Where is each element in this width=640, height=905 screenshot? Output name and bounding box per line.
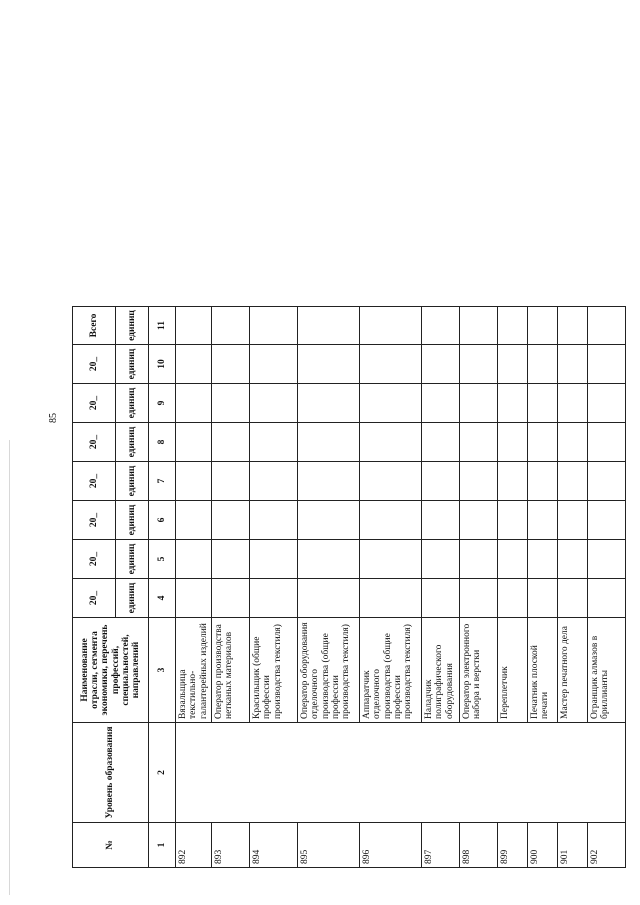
value-cell [250,345,298,384]
value-cell [588,307,626,345]
value-cell [360,345,422,384]
value-cell [528,345,558,384]
column-number: 4 [149,579,176,618]
value-cell [422,501,460,540]
value-cell [498,345,528,384]
value-cell [298,462,360,501]
row-number: 895 [298,823,360,868]
value-cell [528,307,558,345]
row-number: 901 [558,823,588,868]
value-cell [360,384,422,423]
profession-name: Мастер печатного дела [558,618,588,723]
row-number: 893 [212,823,250,868]
row-number: 900 [528,823,558,868]
value-cell [298,345,360,384]
header-no: № [73,823,149,868]
value-cell [460,423,498,462]
header-year: 20_ [73,423,116,462]
professions-table [72,0,626,868]
value-cell [212,423,250,462]
value-cell [558,462,588,501]
value-cell [460,501,498,540]
value-cell [558,307,588,345]
row-number: 897 [422,823,460,868]
value-cell [558,540,588,579]
header-unit: единиц [116,540,149,579]
value-cell [212,384,250,423]
value-cell [422,384,460,423]
scan-edge-line [9,440,10,895]
value-cell [212,462,250,501]
value-cell [360,462,422,501]
column-number: 7 [149,462,176,501]
value-cell [176,384,212,423]
page-number: 85 [48,413,59,423]
profession-name: Вязальщица текстильно-галантерейных изделий [176,618,212,723]
value-cell [422,307,460,345]
value-cell [212,307,250,345]
column-number: 5 [149,540,176,579]
value-cell [212,345,250,384]
value-cell [250,579,298,618]
header-unit: единиц [116,423,149,462]
header-year: 20_ [73,345,116,384]
value-cell [250,501,298,540]
column-number: 8 [149,423,176,462]
header-year: 20_ [73,384,116,423]
column-number: 10 [149,345,176,384]
row-number: 899 [498,823,528,868]
value-cell [250,540,298,579]
value-cell [558,384,588,423]
value-cell [558,501,588,540]
table-body [176,0,626,868]
header-unit: единиц [116,384,149,423]
column-number: 6 [149,501,176,540]
value-cell [212,501,250,540]
profession-name: Красильщик (общие профессии производства текстиля) [250,618,298,723]
header-unit: единиц [116,345,149,384]
value-cell [422,423,460,462]
profession-name: Оператор электронного набора и верстки [460,618,498,723]
header-total: Всего [73,307,116,345]
value-cell [498,501,528,540]
row-number: 896 [360,823,422,868]
value-cell [176,540,212,579]
value-cell [528,579,558,618]
header-unit: единиц [116,307,149,345]
profession-name: Аппаратчик отделочного производства (общие профессии производства текстиля) [360,618,422,723]
value-cell [588,501,626,540]
profession-name: Огранщик алмазов в бриллианты [588,618,626,723]
row-number: 902 [588,823,626,868]
value-cell [528,423,558,462]
value-cell [460,462,498,501]
value-cell [588,423,626,462]
rotated-table-wrapper [72,43,620,868]
profession-name: Наладчик полиграфического оборудования [422,618,460,723]
header-level: Уровень образования [73,723,149,823]
header-unit: единиц [116,579,149,618]
value-cell [422,345,460,384]
level-cell [176,723,626,823]
header-name: Наименование отрасли, сегмента экономики, перечень профессий, специальностей, направлений [73,618,149,723]
value-cell [422,540,460,579]
header-year: 20_ [73,501,116,540]
value-cell [360,579,422,618]
row-number: 892 [176,823,212,868]
value-cell [250,307,298,345]
row-number: 898 [460,823,498,868]
value-cell [558,345,588,384]
table-row [176,0,212,868]
value-cell [498,579,528,618]
value-cell [298,540,360,579]
value-cell [298,579,360,618]
value-cell [460,384,498,423]
header-unit: единиц [116,501,149,540]
value-cell [422,579,460,618]
value-cell [176,345,212,384]
header-year: 20_ [73,579,116,618]
column-number: 11 [149,307,176,345]
value-cell [360,423,422,462]
value-cell [498,384,528,423]
value-cell [460,540,498,579]
value-cell [212,540,250,579]
column-number: 1 [149,823,176,868]
value-cell [460,307,498,345]
value-cell [498,307,528,345]
value-cell [176,501,212,540]
value-cell [528,501,558,540]
profession-name: Переплетчик [498,618,528,723]
value-cell [528,462,558,501]
value-cell [298,307,360,345]
value-cell [250,384,298,423]
value-cell [528,540,558,579]
row-number: 894 [250,823,298,868]
value-cell [460,345,498,384]
value-cell [588,345,626,384]
header-year: 20_ [73,462,116,501]
value-cell [176,307,212,345]
value-cell [588,462,626,501]
value-cell [176,423,212,462]
profession-name: Оператор производства нетканых материалов [212,618,250,723]
profession-name: Печатник плоской печати [528,618,558,723]
value-cell [558,423,588,462]
header-year: 20_ [73,540,116,579]
value-cell [298,423,360,462]
column-number: 2 [149,723,176,823]
value-cell [176,579,212,618]
value-cell [498,462,528,501]
value-cell [422,462,460,501]
column-number: 3 [149,618,176,723]
column-number: 9 [149,384,176,423]
value-cell [298,501,360,540]
value-cell [298,384,360,423]
value-cell [528,384,558,423]
header-unit: единиц [116,462,149,501]
value-cell [176,462,212,501]
value-cell [460,579,498,618]
value-cell [588,540,626,579]
value-cell [360,540,422,579]
value-cell [498,540,528,579]
value-cell [558,579,588,618]
value-cell [588,384,626,423]
profession-name: Оператор оборудования отделочного производства (общие профессии производства текстиля) [298,618,360,723]
value-cell [250,462,298,501]
value-cell [212,579,250,618]
value-cell [360,501,422,540]
value-cell [498,423,528,462]
value-cell [360,307,422,345]
value-cell [250,423,298,462]
value-cell [588,579,626,618]
